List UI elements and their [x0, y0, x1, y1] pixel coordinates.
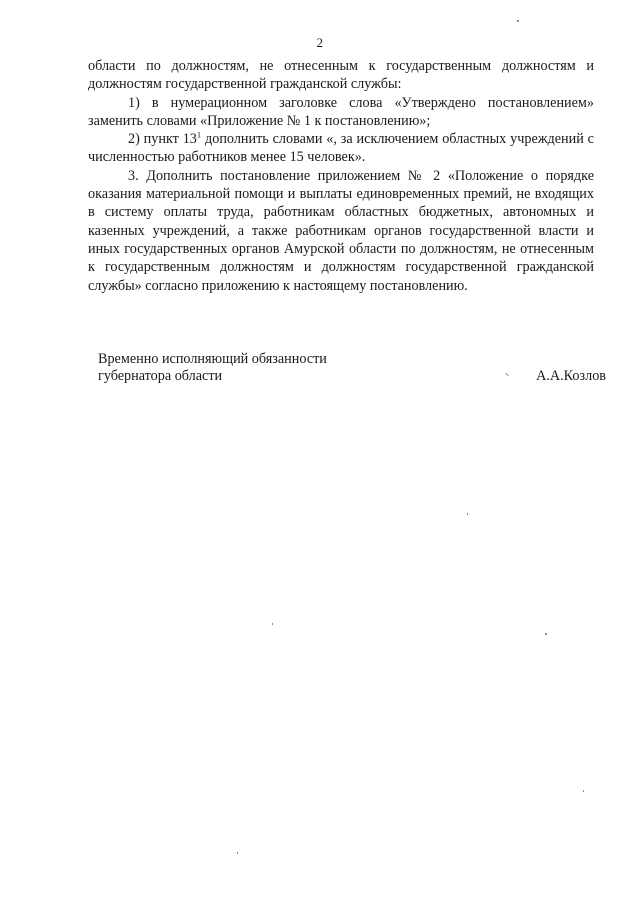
scan-speck	[272, 623, 273, 625]
signatory-position-line-2: губернатора области	[98, 368, 223, 384]
scan-speck	[467, 513, 468, 515]
paragraph-item-1: 1) в нумерационном заголовке слова «Утверждено постановлением» заменить словами «Приложение № 1 к постановлению»;	[88, 94, 594, 129]
scan-speck	[545, 633, 547, 635]
page-number: 2	[316, 35, 324, 50]
signature-line	[98, 368, 606, 385]
scan-speck	[517, 20, 519, 22]
signature-block	[98, 351, 606, 385]
item-2-superscript: 1	[196, 129, 202, 140]
document-body	[88, 57, 594, 295]
signatory-name: А.А.Козлов	[536, 368, 606, 384]
paragraph-item-2	[88, 130, 594, 167]
item-2-text-end: дополнить словами «, за исключением областных учреждений с численностью работников менее 15 человек».	[88, 131, 594, 166]
paragraph-continuation: области по должностям, не отнесенным к государственным должностям и должностям государственной гражданской службы:	[88, 58, 594, 93]
paragraph-item-3: 3. Дополнить постановление приложением № 2 «Положение о порядке оказания материальной помощи и выплаты единовременных премий, не входящих в систему оплаты труда, работникам областных бюджетных, автономных и казенных учреждений, а также работникам органов государственной власти и иных государственных органов Амурской области по должностям, не отнесенным к государственным должностям и должностям государственной гражданской службы» согласно приложению к настоящему постановлению.	[88, 167, 594, 294]
signatory-position-line-1: Временно исполняющий обязанности	[98, 351, 327, 367]
scan-speck	[237, 852, 238, 854]
item-2-text-start: 2) пункт 13	[128, 131, 197, 148]
scan-speck	[583, 790, 584, 792]
